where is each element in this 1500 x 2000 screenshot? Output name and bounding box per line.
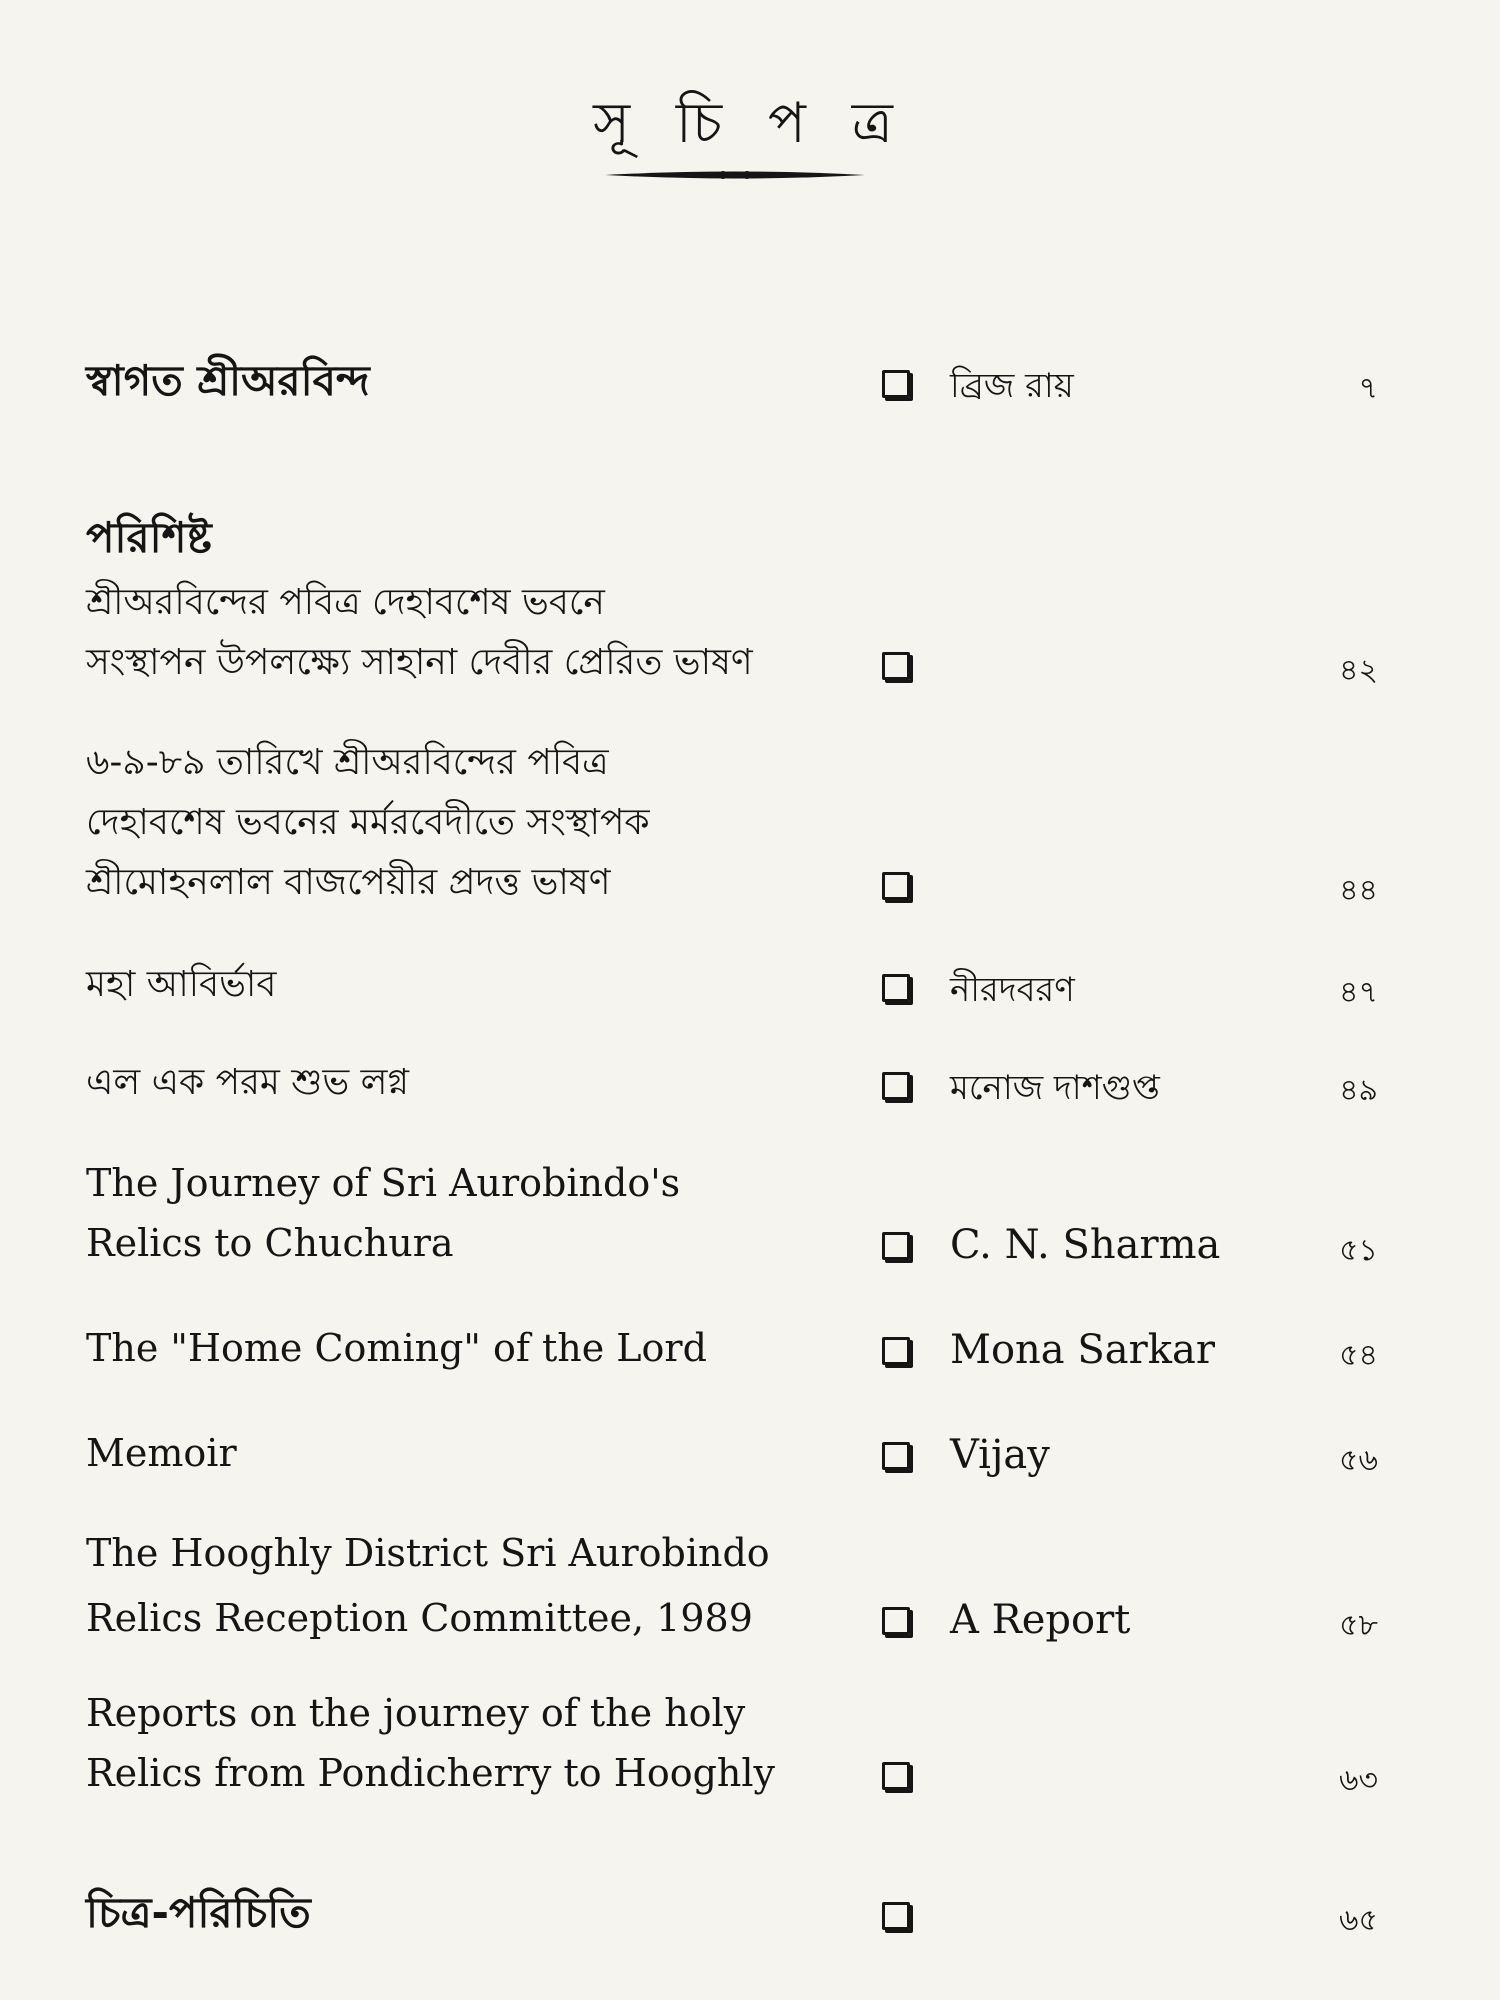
entry-title-line: Relics to Chuchura	[86, 1221, 454, 1265]
entry-page-number: ৫৬	[1339, 1443, 1378, 1478]
entry-author: C. N. Sharma	[950, 1222, 1221, 1268]
bullet-box-icon	[882, 1072, 910, 1100]
entry-page-number: ৫৪	[1339, 1338, 1378, 1373]
entry-title-line: The Hooghly District Sri Aurobindo	[86, 1531, 770, 1575]
entry-page-number: ৪৯	[1339, 1073, 1378, 1108]
entry-page-number: ৪৪	[1339, 873, 1378, 908]
title-ornament	[605, 168, 865, 182]
entry-author: নীরদবরণ	[950, 970, 1075, 1010]
entry-author: A Report	[950, 1597, 1131, 1643]
entry-author: Vijay	[950, 1432, 1050, 1478]
entry-title-line: The "Home Coming" of the Lord	[86, 1326, 707, 1370]
bullet-box-icon	[882, 1232, 910, 1260]
bullet-box-icon	[882, 370, 910, 398]
entry-title-line: Relics Reception Committee, 1989	[86, 1596, 753, 1640]
bullet-box-icon	[882, 1762, 910, 1790]
entry-title-line: Relics from Pondicherry to Hooghly	[86, 1751, 776, 1795]
bullet-box-icon	[882, 1442, 910, 1470]
entry-title-line: Memoir	[86, 1431, 237, 1475]
entry-page-number: ৪২	[1339, 653, 1378, 688]
entry-title-line: সংস্থাপন উপলক্ষ্যে সাহানা দেবীর প্রেরিত ভাষণ	[86, 642, 753, 683]
bullet-box-icon	[882, 1902, 910, 1930]
entry-page-number: ৪৭	[1339, 975, 1378, 1010]
bullet-box-icon	[882, 652, 910, 680]
section-heading: পরিশিষ্ট	[86, 513, 212, 562]
entry-title-line: ৬-৯-৮৯ তারিখে শ্রীঅরবিন্দের পবিত্র	[86, 742, 609, 783]
entry-title-line: Reports on the journey of the holy	[86, 1691, 746, 1735]
bullet-box-icon	[882, 872, 910, 900]
entry-page-number: ৬৫	[1339, 1903, 1378, 1938]
entry-title-line: শ্রীঅরবিন্দের পবিত্র দেহাবশেষ ভবনে	[86, 582, 605, 623]
bullet-box-icon	[882, 974, 910, 1002]
entry-page-number: ৭	[1358, 371, 1378, 406]
bullet-box-icon	[882, 1607, 910, 1635]
entry-page-number: ৬৩	[1338, 1763, 1378, 1798]
entry-author: ব্রিজ রায়	[950, 366, 1074, 406]
entry-title-line: The Journey of Sri Aurobindo's	[86, 1161, 681, 1205]
entry-title-line: শ্রীমোহনলাল বাজপেয়ীর প্রদত্ত ভাষণ	[86, 862, 611, 903]
entry-title-line: চিত্র-পরিচিতি	[86, 1888, 311, 1937]
page-title: সূ চি প ত্র	[593, 91, 907, 156]
entry-page-number: ৫১	[1339, 1233, 1378, 1268]
entry-author: মনোজ দাশগুপ্ত	[950, 1068, 1160, 1108]
entry-title-line: স্বাগত শ্রীঅরবিন্দ	[86, 356, 370, 405]
entry-title-line: এল এক পরম শুভ লগ্ন	[86, 1062, 410, 1103]
entry-title-line: মহা আবির্ভাব	[86, 964, 277, 1005]
entry-page-number: ৫৮	[1339, 1608, 1378, 1643]
entry-author: Mona Sarkar	[950, 1327, 1215, 1373]
entry-title-line: দেহাবশেষ ভবনের মর্মরবেদীতে সংস্থাপক	[86, 802, 650, 843]
bullet-box-icon	[882, 1337, 910, 1365]
